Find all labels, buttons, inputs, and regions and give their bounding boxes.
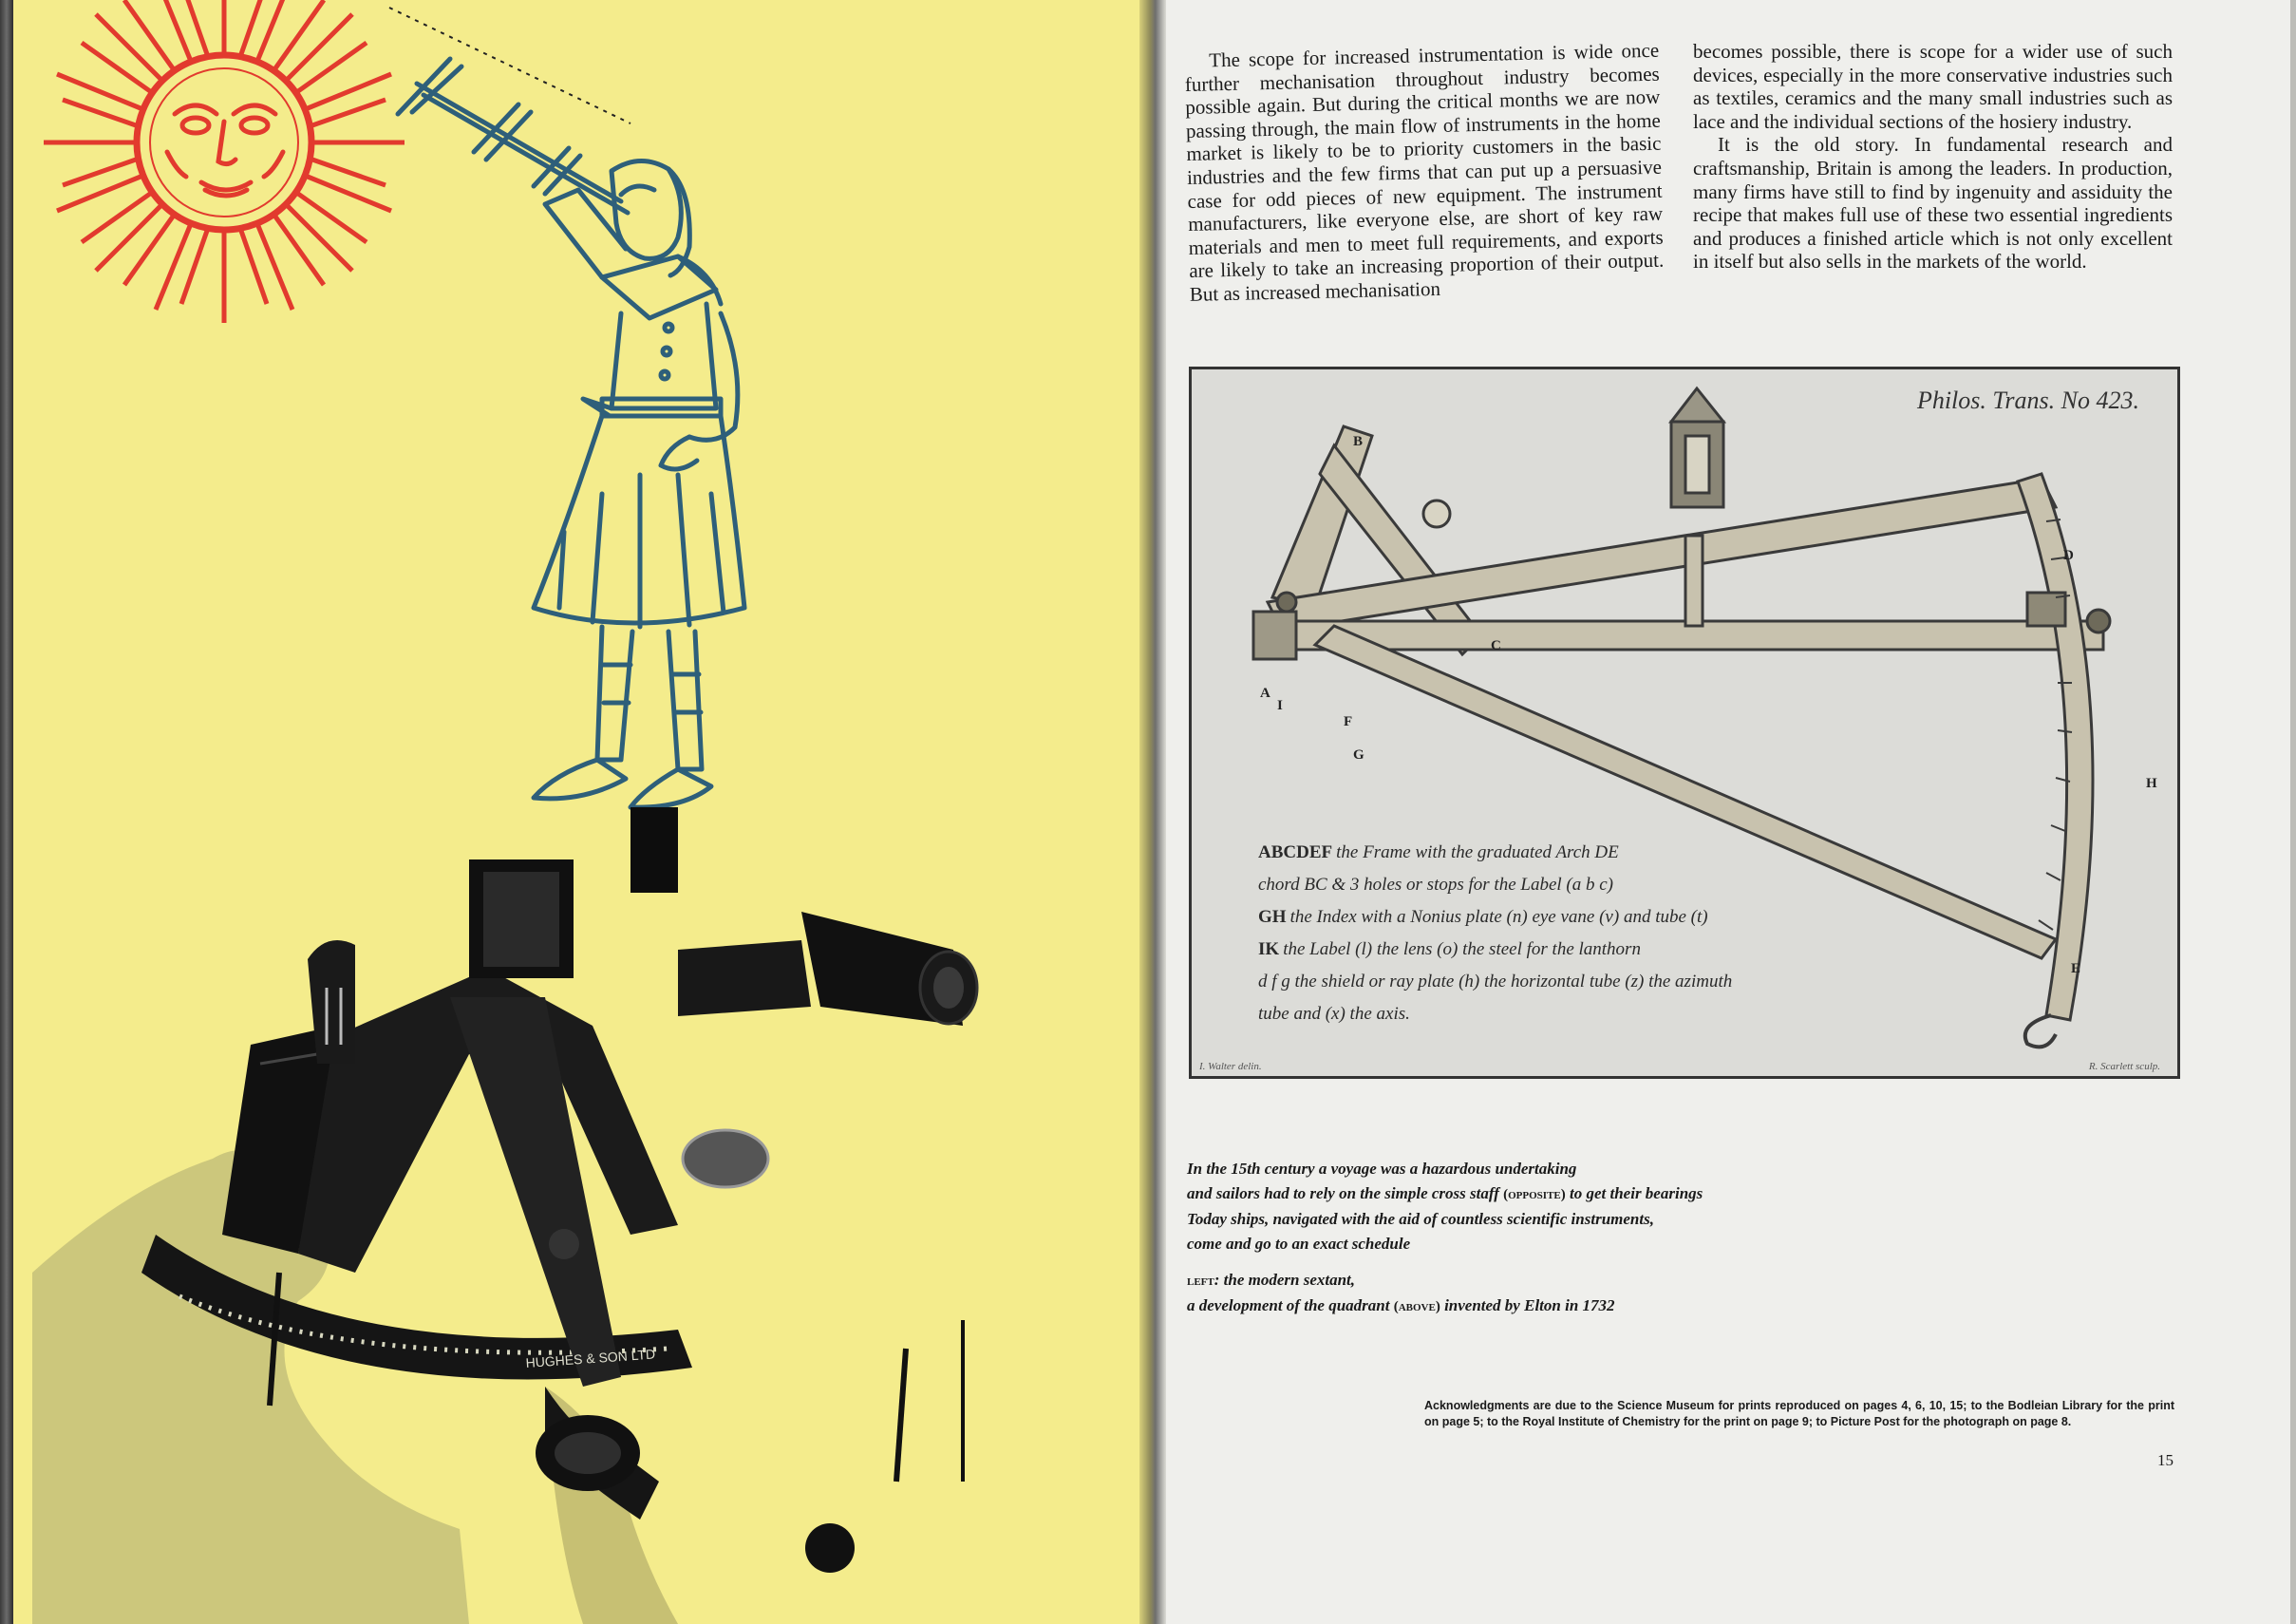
legend-text: chord BC & 3 holes or stops for the Label (a b c) (1258, 875, 1613, 895)
legend-text: tube and (x) the axis. (1258, 1004, 1410, 1024)
legend-text: the Label (l) the lens (o) the steel for the lanthorn (1283, 939, 1641, 959)
sight-line (389, 8, 630, 123)
legend-key: GH (1258, 907, 1287, 927)
legend-line (1258, 837, 1828, 869)
legend-line (1258, 869, 1828, 901)
caption-text: and sailors had to rely on the simple cross staff (1187, 1184, 1504, 1202)
label-F: F (1344, 714, 1353, 729)
page-number: 15 (2157, 1451, 2174, 1469)
legend-key: IK (1258, 939, 1280, 959)
caption-text: to get their bearings (1565, 1184, 1703, 1202)
legend-key: ABCDEF (1258, 842, 1333, 862)
caption-text: : the modern sextant, (1214, 1271, 1356, 1289)
label-A: A (1260, 686, 1270, 701)
label-I: I (1277, 698, 1283, 713)
caption-line (1187, 1268, 1852, 1294)
left-page (13, 0, 1153, 1624)
caption-line: Today ships, navigated with the aid of countless scientific instruments, (1187, 1210, 1654, 1228)
quadrant-plate (1189, 367, 2180, 1079)
legend-line (1258, 901, 1828, 934)
legend-line (1258, 966, 1828, 998)
legend-line (1258, 998, 1828, 1030)
acknowledgments: Acknowledgments are due to the Science Museum for prints reproduced on pages 4, 6, 10, 15; to the Bodleian Library for the print on page 5; to the Royal Institute of Chemistry for the print on page 9; to Picture Post for the photograph on page 8. (1424, 1399, 2174, 1428)
caption-line: come and go to an exact schedule (1187, 1235, 1411, 1253)
legend-text: d f g the shield or ray plate (h) the horizontal tube (z) the azimuth (1258, 972, 1733, 991)
legend-line (1258, 934, 1828, 966)
caption-text: invented by Elton in 1732 (1440, 1296, 1615, 1314)
article-column-1 (1184, 39, 1665, 307)
engraver-signature-right: R. Scarlett sculp. (2088, 1061, 2160, 1072)
cross-staff-figure-icon (398, 59, 744, 807)
sun-icon (44, 0, 405, 323)
left-page-illustrations (13, 0, 1153, 1624)
engraver-signature-left: I. Walter delin. (1199, 1061, 1262, 1072)
sextant-maker-mark: HUGHES & SON LTD (525, 1346, 656, 1370)
caption-smallcaps: (above) (1393, 1299, 1440, 1314)
caption-line: In the 15th century a voyage was a hazardous undertaking (1187, 1160, 1577, 1178)
legend-text: the Frame with the graduated Arch DE (1336, 842, 1619, 862)
caption-smallcaps: (opposite) (1503, 1187, 1566, 1202)
caption-line (1187, 1181, 1852, 1207)
right-edge (2290, 0, 2296, 1624)
article-paragraph: becomes possible, there is scope for a wider use of such devices, especially in the more conservative industries such as textiles, ceramics and the many small industries such as lace and the individual sections of the hosiery industry. (1693, 40, 2173, 133)
article-paragraph: It is the old story. In fundamental research and craftsmanship, Britain is among the leaders. In production, many firms have still to find by ingenuity and assiduity the recipe that makes full use of these two essential ingredients and produces a finished article which is not only excellent in itself but also sells in the markets of the world. (1693, 133, 2173, 274)
label-E: E (2071, 961, 2081, 976)
label-G: G (1353, 747, 1364, 763)
legend-text: the Index with a Nonius plate (n) eye vane (v) and tube (t) (1289, 907, 1708, 927)
label-D: D (2063, 548, 2074, 563)
plate-reference: Philos. Trans. No 423. (1916, 387, 2139, 414)
left-edge (0, 0, 13, 1624)
caption-line (1187, 1294, 1852, 1319)
label-C: C (1491, 638, 1501, 653)
article-paragraph: The scope for increased instrumentation is wide once further mechanisation throughout industry becomes possible again. But during the critical months we are now passing through, the main flow of instruments in the home market is likely to be to priority customers in the basic industries and the few firms that can put up a persuasive case for odd pieces of new equipment. The instrument manufacturers, like everyone else, are short of key raw materials and men to meet full requirements, and exports are likely to take an increasing proportion of their output. But as increased mechanisation (1184, 38, 1665, 306)
caption-text: a development of the quadrant (1187, 1296, 1394, 1314)
label-B: B (1353, 434, 1364, 449)
caption-smallcaps: left (1187, 1274, 1214, 1289)
article-column-2 (1693, 40, 2173, 274)
figure-caption (1187, 1157, 1852, 1319)
label-H: H (2146, 776, 2157, 791)
plate-legend (1258, 837, 1828, 1030)
gutter (1139, 0, 1166, 1624)
